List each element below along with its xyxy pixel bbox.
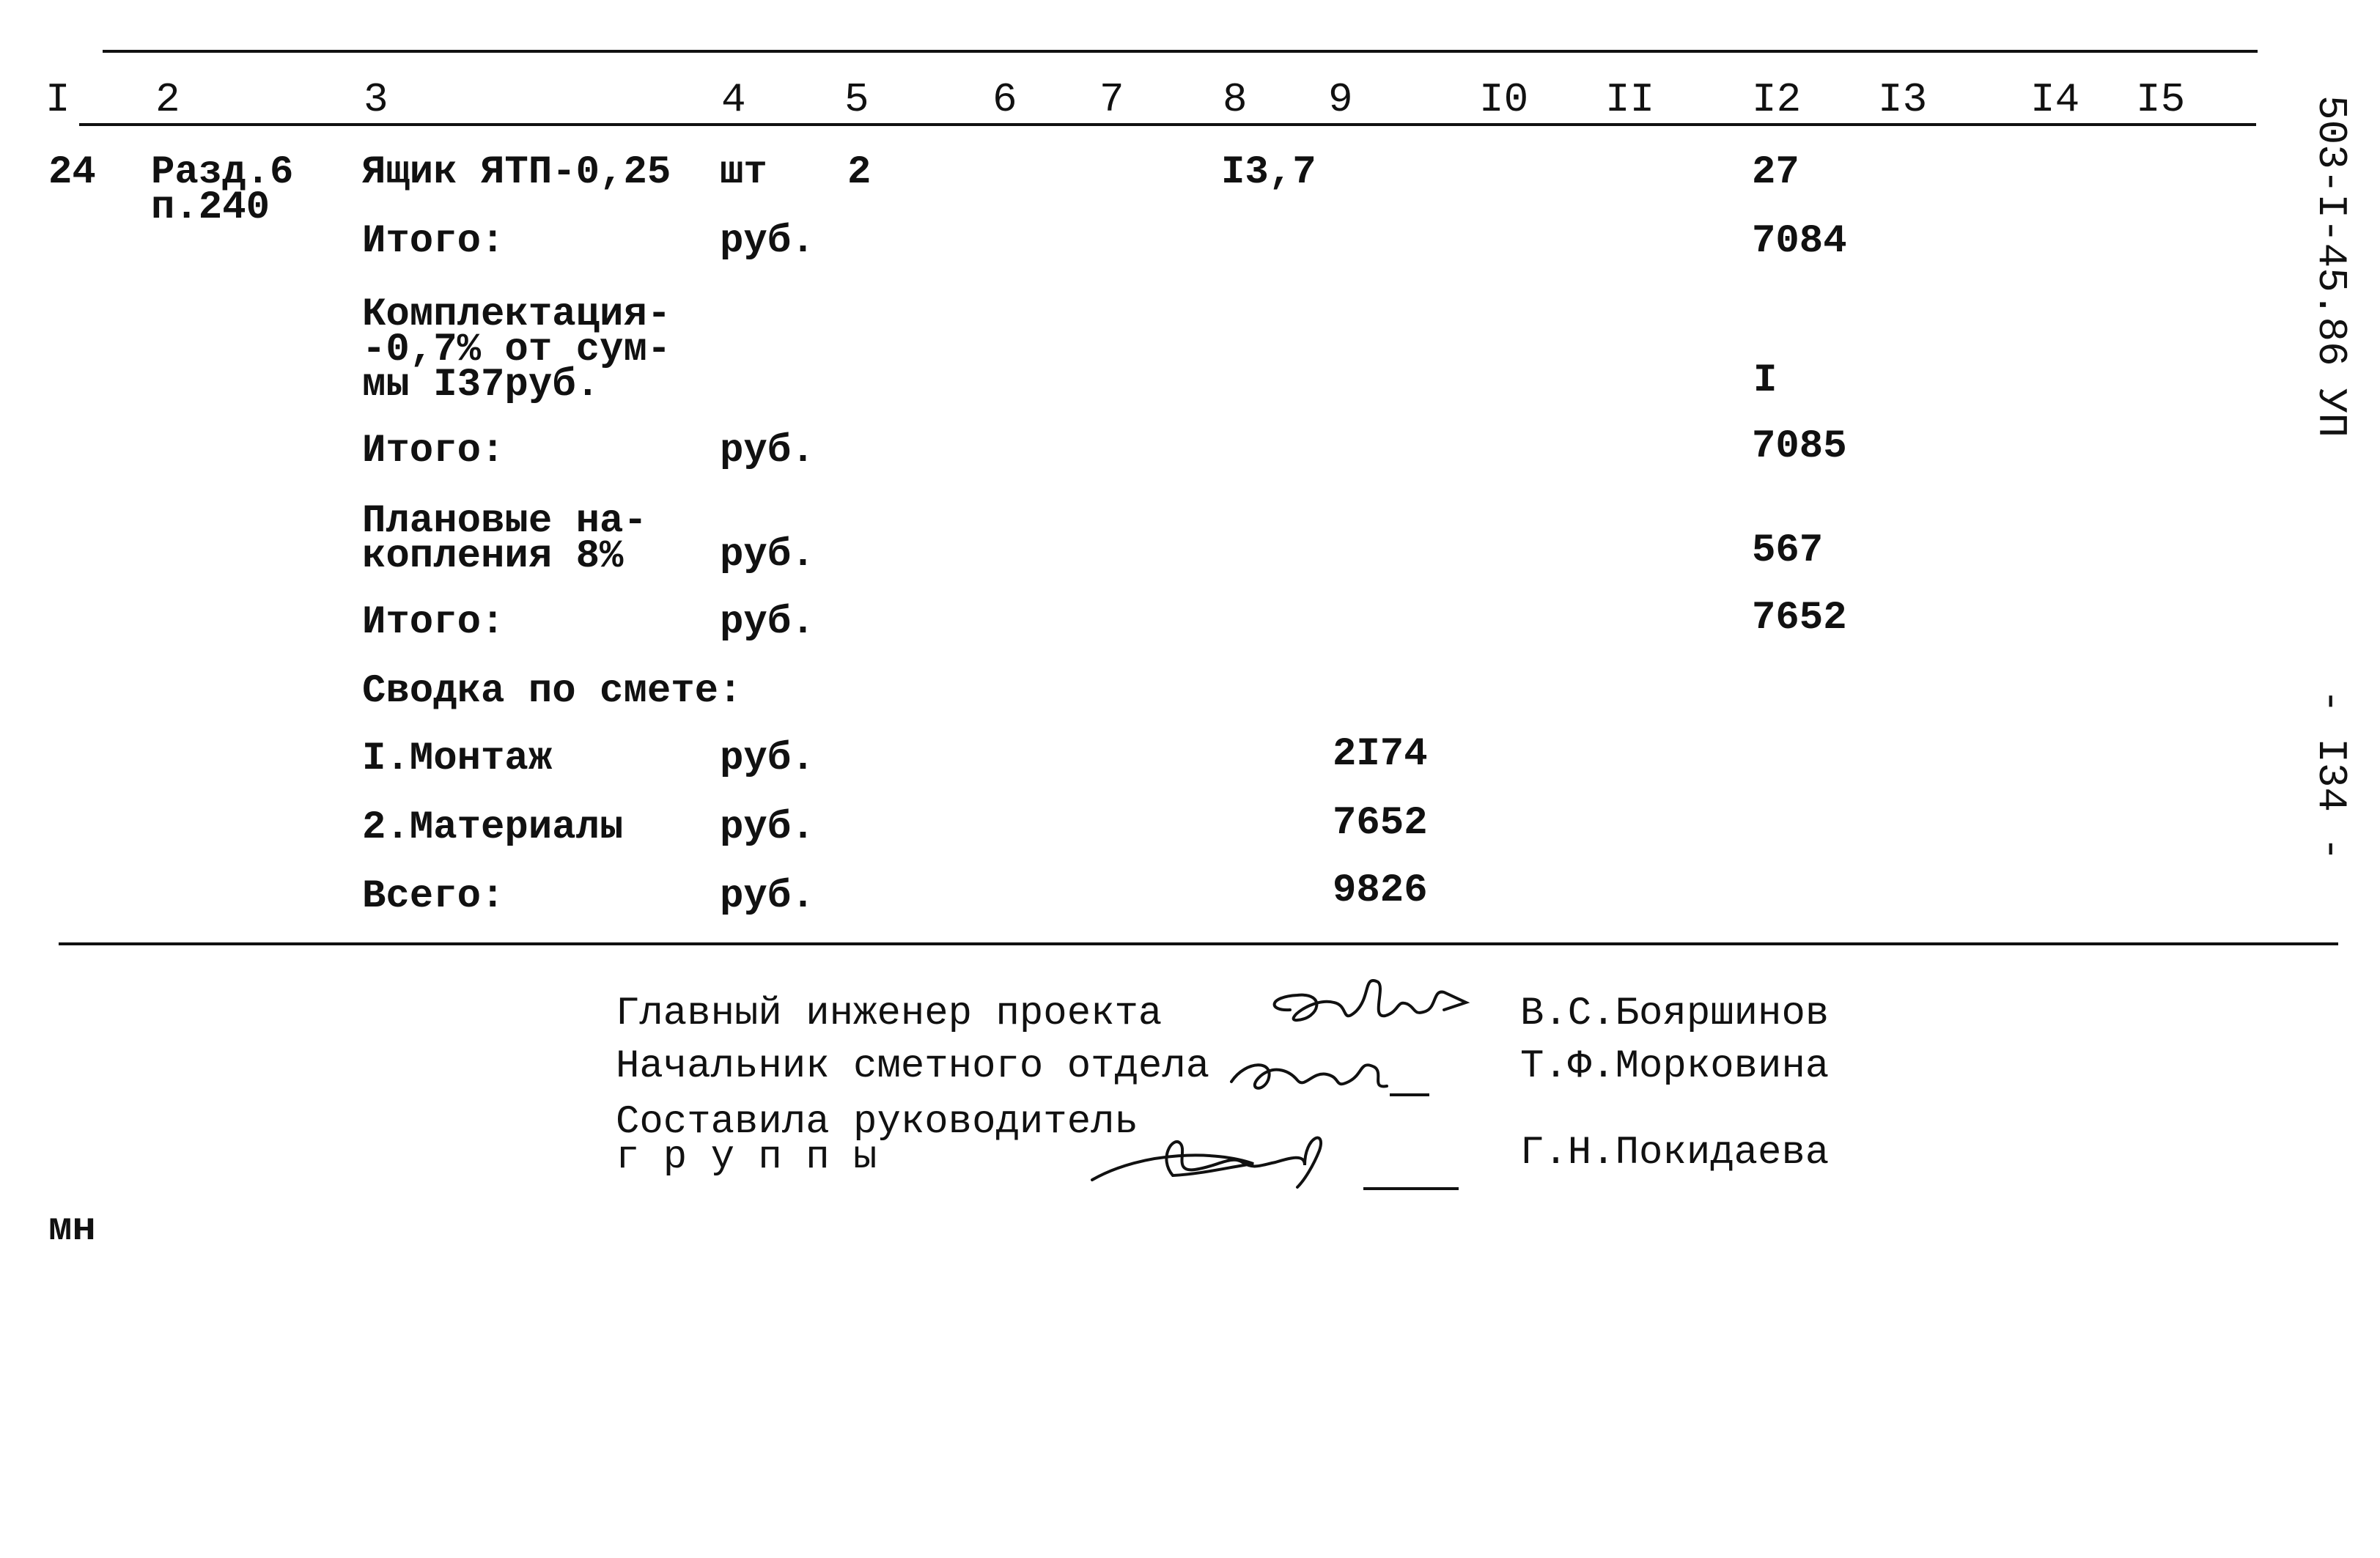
signature-chief <box>1246 967 1488 1048</box>
kompl-total: I <box>1753 358 1777 403</box>
estimates-head-name: Т.Ф.Морковина <box>1520 1044 1830 1089</box>
materialy-value: 7652 <box>1333 801 1428 846</box>
col-header-8: 8 <box>1223 76 1248 123</box>
plan-unit: руб. <box>720 533 815 577</box>
plan-total: 567 <box>1752 528 1824 573</box>
col-header-15: I5 <box>2136 76 2186 123</box>
col-header-4: 4 <box>721 76 746 123</box>
kompl-line1: Комплектация- <box>362 292 671 337</box>
row-total: 27 <box>1752 150 1799 195</box>
album-mark: УП <box>2307 388 2354 438</box>
kompl-line2: -0,7% от сум- <box>362 328 671 372</box>
signature-author <box>1085 1121 1466 1202</box>
materialy-unit: руб. <box>720 805 815 850</box>
col-header-6: 6 <box>992 76 1017 123</box>
itogo1-unit: руб. <box>720 219 815 264</box>
row-price: I3,7 <box>1221 150 1316 195</box>
montazh-label: I.Монтаж <box>362 736 553 781</box>
row-qty: 2 <box>847 150 872 195</box>
col-header-2: 2 <box>155 76 180 123</box>
row-number: 24 <box>48 150 96 195</box>
itogo3-unit: руб. <box>720 600 815 645</box>
montazh-value: 2I74 <box>1333 732 1428 777</box>
plan-line2: копления 8% <box>362 534 624 579</box>
author-title-line1: Составила руководитель <box>616 1100 1138 1145</box>
col-header-1: I <box>45 76 70 123</box>
row-unit: шт <box>720 150 767 195</box>
footer-mark: мн <box>48 1207 96 1252</box>
kompl-line3: мы I37руб. <box>362 363 600 407</box>
itogo2-total: 7085 <box>1752 424 1847 469</box>
itogo2-label: Итого: <box>362 429 505 473</box>
vsego-label: Всего: <box>362 874 505 919</box>
chief-engineer-name: В.С.Бояршинов <box>1520 992 1830 1036</box>
estimates-head-title: Начальник сметного отдела <box>616 1044 1210 1089</box>
itogo1-label: Итого: <box>362 219 505 264</box>
page-number: - I34 - <box>2307 689 2354 862</box>
col-header-14: I4 <box>2030 76 2080 123</box>
header-rule <box>79 123 2256 126</box>
col-header-10: I0 <box>1479 76 1529 123</box>
col-header-7: 7 <box>1099 76 1124 123</box>
vsego-value: 9826 <box>1333 868 1428 913</box>
col-header-5: 5 <box>844 76 869 123</box>
svodka-title: Сводка по смете: <box>362 669 743 714</box>
itogo3-total: 7652 <box>1752 596 1847 640</box>
author-title-line2: г р у п п ы <box>616 1135 877 1180</box>
chief-engineer-title: Главный инженер проекта <box>616 992 1163 1036</box>
table-bottom-rule <box>59 942 2338 945</box>
materialy-label: 2.Материалы <box>362 805 624 850</box>
col-header-13: I3 <box>1878 76 1928 123</box>
top-rule <box>103 50 2258 53</box>
col-header-12: I2 <box>1752 76 1802 123</box>
author-name: Г.Н.Покидаева <box>1520 1131 1830 1175</box>
col-header-3: 3 <box>364 76 388 123</box>
montazh-unit: руб. <box>720 736 815 781</box>
vsego-unit: руб. <box>720 874 815 919</box>
signature-head <box>1217 1038 1437 1111</box>
row-ref-line2: п.240 <box>151 185 270 230</box>
col-header-9: 9 <box>1328 76 1353 123</box>
plan-line1: Плановые на- <box>362 499 647 544</box>
row-name: Ящик ЯТП-0,25 <box>362 150 671 195</box>
itogo2-unit: руб. <box>720 429 815 473</box>
itogo1-total: 7084 <box>1752 219 1847 264</box>
document-code: 503-I-45.86 <box>2307 95 2354 366</box>
row-ref-line1: Разд.6 <box>151 150 294 195</box>
itogo3-label: Итого: <box>362 600 505 645</box>
col-header-11: II <box>1605 76 1655 123</box>
